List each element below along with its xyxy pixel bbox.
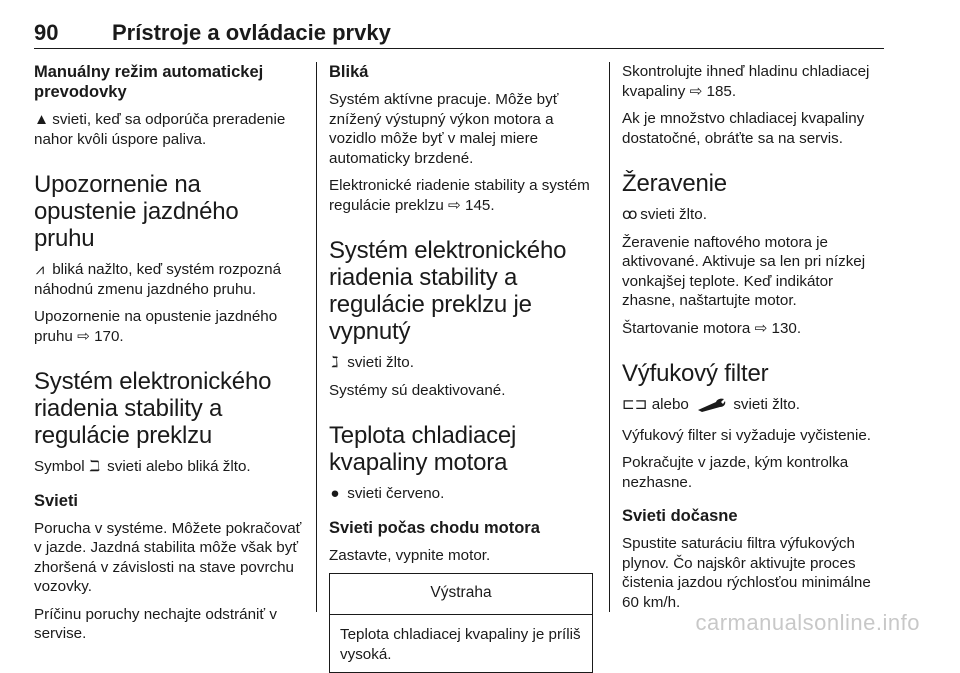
section-title-lane-departure: Upozornenie na opustenie jazdného pruhu (34, 171, 239, 252)
column-1 (34, 62, 302, 642)
esc-off-text: ℷ svieti žlto. (329, 353, 597, 373)
blika-text-1: Systém aktívne pracuje. Môže byť znížený výstupný výkon motora a vozidlo môže byť v malej miere automaticky brzdené. (329, 91, 559, 167)
page-ref-link[interactable]: 185. (706, 82, 737, 100)
lane-departure-text: ⩘ bliká nažlto, keď systém rozpozná náhodnú zmenu jazdného pruhu. (34, 261, 282, 298)
lane-departure-reference: Upozornenie na opustenie jazdného pruhu ⇨ 170. (34, 308, 278, 345)
subsection-title-temporary: Svieti dočasne (622, 507, 738, 525)
page-title: Prístroje a ovládacie prvky (112, 20, 391, 45)
upshift-arrow-icon: ▲ (34, 111, 50, 128)
coolant-temp-icon: ● (330, 485, 340, 502)
temporary-text: Spustite saturáciu filtra výfukových plynov. Čo najskôr aktivujte proces čistenia jazdou rýchlosťou minimálne 60 km/h. (622, 535, 871, 611)
section-title-exhaust-filter: Výfukový filter (622, 360, 769, 387)
section-title-esc-off: Systém elektronického riadenia stability a regulácie preklzu je vypnutý (329, 237, 567, 345)
coolant-temp-text: ● svieti červeno. (330, 485, 445, 502)
glow-reference: Štartovanie motora ⇨ 130. (622, 319, 802, 337)
watermark: carmanualsonline.info (695, 610, 920, 635)
exhaust-filter-icon: ⊏⊐ (622, 396, 648, 413)
page-ref-icon: ⇨ (448, 196, 461, 214)
warning-title: Výstraha (330, 574, 592, 615)
glow-text-2: Žeravenie naftového motora je aktivované. Aktivuje sa len pri nízkej vonkajšej teplote. Keď indikátor zhasne, naštartujte motor. (622, 233, 866, 309)
page-ref-icon: ⇨ (754, 319, 768, 337)
page-ref-icon: ⇨ (77, 327, 90, 345)
svieti-text-1: Porucha v systéme. Môžete pokračovať v jazde. Jazdná stabilita môže však byť zhoršená v závislosti na stave povrchu vozovky. (34, 519, 302, 595)
page-ref-link[interactable]: 170. (94, 327, 124, 345)
glow-plug-icon: ꝏ (622, 206, 638, 223)
exhaust-filter-text: ⊏⊐ alebo svieti žlto. (622, 395, 888, 418)
page-ref-link[interactable]: 130. (771, 319, 802, 337)
page-ref-icon: ⇨ (689, 82, 703, 100)
section-title-manual-mode: Manuálny režim automatickej prevodovky (34, 63, 264, 101)
column-3 (622, 62, 888, 612)
esc-off-text-2: Systémy sú deaktivované. (329, 381, 506, 399)
coolant-check-text-2: Ak je množstvo chladiacej kvapaliny dostatočné, obráťte sa na servis. (622, 110, 865, 147)
column-2 (329, 62, 597, 663)
warning-box (329, 573, 593, 673)
glow-text: ꝏ svieti žlto. (622, 206, 707, 223)
column-divider (316, 62, 317, 612)
exhaust-filter-text-3: Pokračujte v jazde, kým kontrolka nezhasne. (622, 454, 849, 491)
section-title-esc: Systém elektronického riadenia stability a regulácie preklzu (34, 368, 272, 449)
esc-off-icon: ℷ (331, 354, 339, 371)
section-title-glow: Žeravenie (622, 170, 727, 197)
subsection-title-blika: Bliká (329, 63, 369, 81)
section-title-coolant-temp: Teplota chladiacej kvapaliny motora (329, 422, 517, 476)
page-header (34, 18, 884, 49)
running-text: Zastavte, vypnite motor. (329, 546, 491, 564)
warning-text: Teplota chladiacej kvapaliny je príliš vysoká. (340, 626, 581, 663)
blika-reference: Elektronické riadenie stability a systém regulácie preklzu ⇨ 145. (329, 177, 590, 214)
page-number: 90 (34, 20, 59, 45)
exhaust-filter-text-2: Výfukový filter si vyžaduje vyčistenie. (622, 426, 871, 444)
esc-icon: ℶ (89, 458, 100, 475)
manual-mode-text: ▲ svieti, keď sa odporúča preradenie nahor kvôli úspore paliva. (34, 111, 286, 148)
column-divider (609, 62, 610, 612)
coolant-check-reference: Skontrolujte ihneď hladinu chladiacej kvapaliny ⇨ 185. (622, 63, 870, 100)
subsection-title-svieti: Svieti (34, 491, 79, 510)
esc-text: Symbol ℶ svieti alebo bliká žlto. (34, 458, 251, 475)
page-ref-link[interactable]: 145. (465, 196, 495, 214)
svieti-text-2: Príčinu poruchy nechajte odstrániť v servise. (34, 605, 277, 642)
lane-departure-icon: ⩘ (35, 261, 45, 278)
wrench-icon (696, 398, 726, 418)
subsection-title-running: Svieti počas chodu motora (329, 518, 540, 537)
